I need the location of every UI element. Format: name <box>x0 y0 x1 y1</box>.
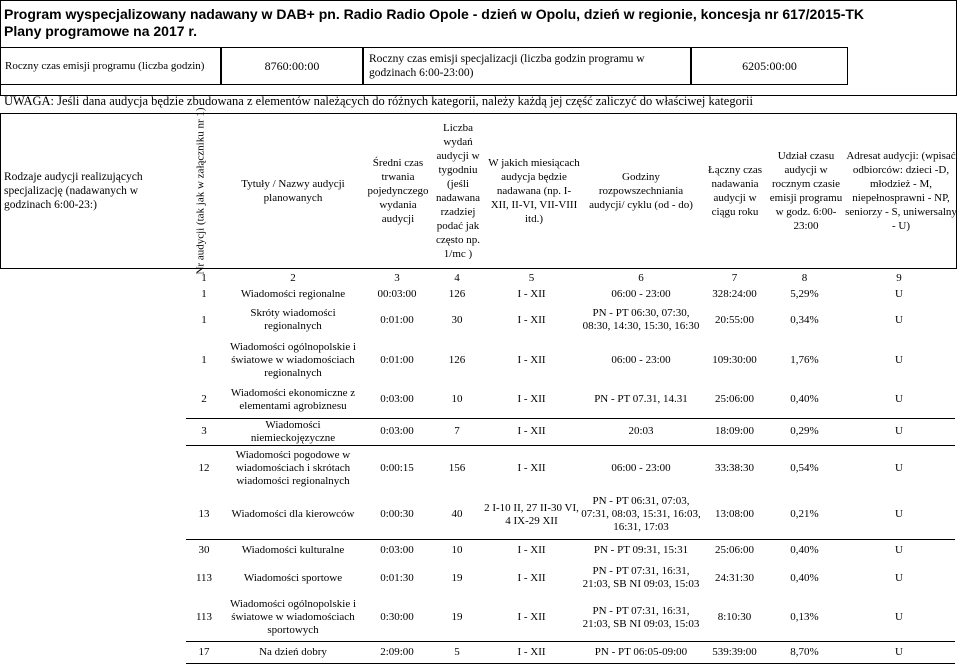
cell-nr: 2 <box>186 382 222 418</box>
page-title <box>4 6 864 40</box>
cell-nr: 12 <box>198 461 210 474</box>
cell-hours: 06:00 - 23:00 <box>611 461 671 474</box>
table-row <box>186 491 955 539</box>
col-num: 4 <box>454 271 460 284</box>
cell-target: U <box>843 641 955 663</box>
cell-duration: 2:09:00 <box>364 641 430 663</box>
cell-months: I - XII <box>517 313 546 326</box>
col-head-nr-text: Nr audycji (tak jak w załączniku nr 1) <box>195 107 208 275</box>
spec-time-value: 6205:00:00 <box>691 47 848 85</box>
title-line-2: Plany programowe na 2017 r. <box>4 23 197 39</box>
cell-hours: PN - PT 07.31, 14.31 <box>579 382 703 418</box>
cell-share: 5,29% <box>790 287 819 300</box>
cell-share: 1,76% <box>790 353 819 366</box>
col-num: 1 <box>201 271 207 284</box>
cell-hours: PN - PT 06:05-09:00 <box>579 641 703 663</box>
cell-total: 109:30:00 <box>712 353 757 366</box>
cell-hours: PN - PT 06:31, 07:03, 07:31, 08:03, 15:31, 16:03, 16:31, 17:03 <box>579 491 703 539</box>
cell-title: Skróty wiadomości regionalnych <box>250 307 336 332</box>
cell-total: 13:08:00 <box>703 491 766 539</box>
cell-title: Wiadomości kulturalne <box>241 543 345 556</box>
cell-hours: PN - PT 07:31, 16:31, 21:03, SB NI 09:03, 15:03 <box>582 604 700 630</box>
cell-nr: 1 <box>201 313 207 326</box>
col-head-udzial: Udział czasu audycji w rocznym czasie emisji programu w godz. 6:00-23:00 <box>769 150 843 232</box>
col-head-godziny: Godziny rozpowszechniania audycji/ cyklu (od - do) <box>589 171 693 211</box>
cell-months: I - XII <box>517 543 546 556</box>
cell-count: 10 <box>451 543 463 556</box>
cell-total: 328:24:00 <box>712 287 757 300</box>
col-num: 5 <box>528 271 535 284</box>
cell-target: U <box>895 313 903 326</box>
cell-count: 5 <box>430 641 484 663</box>
cell-count: 10 <box>430 382 484 418</box>
cell-target: U <box>895 543 903 556</box>
cell-duration: 0:03:00 <box>380 543 414 556</box>
col-num: 7 <box>731 271 738 284</box>
cell-total: 20:55:00 <box>714 313 755 326</box>
cell-months: I - XII <box>517 461 546 474</box>
cell-hours: PN - PT 09:31, 15:31 <box>593 543 689 556</box>
cell-duration: 0:00:15 <box>380 461 414 474</box>
title-line-1: Program wyspecjalizowany nadawany w DAB+ pn. Radio Radio Opole - dzień w Opolu, dzień w regionie, koncesja nr 617/2015-TK <box>4 6 865 22</box>
col-head-rodzaje: Rodzaje audycji realizujących specjalizację (nadawanych w godzinach 6:00-23:) <box>4 171 143 211</box>
cell-share: 0,54% <box>790 461 819 474</box>
cell-duration: 0:01:30 <box>380 571 414 584</box>
cell-nr: 1 <box>201 353 207 366</box>
cell-share: 0,13% <box>790 611 819 624</box>
cell-title: Na dzień dobry <box>222 641 364 663</box>
cell-months: I - XII <box>484 382 579 418</box>
cell-duration: 0:30:00 <box>380 611 414 624</box>
cell-nr: 3 <box>186 418 222 445</box>
cell-total: 8:10:30 <box>717 611 752 624</box>
col-head-miesiace: W jakich miesiącach audycja będzie nadawana (np. I-XII, II-VI, VII-VIII itd.) <box>488 157 580 225</box>
table-row <box>186 595 955 641</box>
cell-hours: 06:00 - 23:00 <box>611 287 671 300</box>
cell-hours: 20:03 <box>579 418 703 445</box>
cell-share: 0,29% <box>766 418 843 445</box>
cell-title: Wiadomości dla kierowców <box>222 491 364 539</box>
cell-duration: 0:01:00 <box>380 313 414 326</box>
cell-title: Wiadomości niemieckojęzyczne <box>222 418 364 445</box>
col-head-tytuly: Tytuły / Nazwy audycji planowanych <box>241 178 345 204</box>
cell-title: Wiadomości regionalne <box>240 287 346 300</box>
cell-target: U <box>895 571 903 584</box>
cell-hours: PN - PT 06:30, 07:30, 08:30, 14:30, 15:30, 16:30 <box>582 307 700 332</box>
cell-count: 19 <box>451 571 463 584</box>
cell-title: Wiadomości ogólnopolskie i światowe w wiadomościach regionalnych <box>229 340 357 379</box>
col-head-nr <box>186 107 216 275</box>
cell-target: U <box>895 461 903 474</box>
cell-count: 7 <box>430 418 484 445</box>
cell-months: I - XII <box>517 571 546 584</box>
cell-title: Wiadomości ogólnopolskie i światowe w wiadomościach sportowych <box>229 598 357 637</box>
cell-target: U <box>843 491 955 539</box>
cell-total: 25:06:00 <box>703 382 766 418</box>
warning-note: UWAGA: Jeśli dana audycja będzie zbudowana z elementów należących do różnych kategorii, należy każdą jej część zaliczyć do właściwej kategorii <box>4 94 753 108</box>
cell-duration: 0:01:00 <box>380 353 414 366</box>
cell-share: 0,40% <box>766 382 843 418</box>
col-head-laczny: Łączny czas nadawania audycji w ciągu roku <box>707 164 763 218</box>
cell-months: I - XII <box>484 418 579 445</box>
col-num: 2 <box>290 271 296 284</box>
cell-count: 30 <box>451 313 463 326</box>
cell-share: 8,70% <box>766 641 843 663</box>
cell-months: I - XII <box>517 287 546 300</box>
cell-hours: 06:00 - 23:00 <box>611 353 671 366</box>
cell-total: 25:06:00 <box>714 543 755 556</box>
cell-months: I - XII <box>517 611 546 624</box>
cell-share: 0,40% <box>790 543 819 556</box>
cell-count: 40 <box>430 491 484 539</box>
cell-total: 33:38:30 <box>714 461 755 474</box>
cell-target: U <box>895 353 903 366</box>
cell-duration: 0:03:00 <box>364 382 430 418</box>
cell-nr: 30 <box>198 543 210 556</box>
col-num: 6 <box>638 271 644 284</box>
table-row <box>186 338 955 382</box>
cell-nr: 17 <box>186 641 222 663</box>
table-row <box>186 561 955 595</box>
annual-time-value: 8760:00:00 <box>221 47 363 85</box>
table-row <box>186 445 955 491</box>
col-head-liczba: Liczba wydań audycji w tygodniu (jeśli nadawana rzadziej podać jak często np. 1/mc ) <box>436 122 480 260</box>
table-row <box>186 418 955 445</box>
spec-time-label: Roczny czas emisji specjalizacji (liczba godzin programu w godzinach 6:00-23:00) <box>363 47 691 85</box>
cell-total: 24:31:30 <box>714 571 755 584</box>
table-row <box>186 302 955 338</box>
cell-duration: 0:03:00 <box>364 418 430 445</box>
cell-duration: 00:03:00 <box>377 287 417 300</box>
table-row <box>186 286 955 302</box>
cell-total: 18:09:00 <box>703 418 766 445</box>
col-num: 3 <box>394 271 400 284</box>
cell-target: U <box>843 418 955 445</box>
cell-count: 156 <box>448 461 466 474</box>
programs-table <box>186 270 955 664</box>
cell-target: U <box>895 611 903 624</box>
cell-months: I - XII <box>517 353 546 366</box>
cell-share: 0,34% <box>790 313 819 326</box>
cell-count: 19 <box>451 611 463 624</box>
col-num: 9 <box>896 271 902 284</box>
table-row <box>186 382 955 418</box>
cell-target: U <box>895 287 903 300</box>
cell-months: I - XII <box>484 641 579 663</box>
cell-share: 0,40% <box>790 571 819 584</box>
cell-duration: 0:00:30 <box>364 491 430 539</box>
column-numbers-row <box>186 270 955 286</box>
table-row <box>186 539 955 561</box>
cell-nr: 13 <box>186 491 222 539</box>
cell-hours: PN - PT 07:31, 16:31, 21:03, SB NI 09:03, 15:03 <box>582 565 700 590</box>
col-head-sredni: Średni czas trwania pojedynczego wydania audycji <box>367 157 429 225</box>
cell-target: U <box>843 382 955 418</box>
col-head-adresat: Adresat audycji: (wpisać odbiorców: dzieci -D, młodzież - M, niepełnosprawni - NP, seniorzy - S, uniwersalny - U) <box>845 150 957 232</box>
cell-title: Wiadomości pogodowe w wiadomościach i skrótach wiadomości regionalnych <box>235 448 351 487</box>
table-row <box>186 641 955 663</box>
cell-nr: 113 <box>195 571 213 584</box>
cell-total: 539:39:00 <box>703 641 766 663</box>
cell-nr: 1 <box>201 287 207 300</box>
cell-count: 126 <box>448 287 466 300</box>
cell-count: 126 <box>448 353 466 366</box>
cell-share: 0,21% <box>766 491 843 539</box>
annual-time-label: Roczny czas emisji programu (liczba godzin) <box>0 47 221 85</box>
cell-months: 2 I-10 II, 27 II-30 VI, 4 IX-29 XII <box>484 491 579 539</box>
cell-title: Wiadomości ekonomiczne z elementami agrobiznesu <box>222 382 364 418</box>
col-num: 8 <box>801 271 808 284</box>
cell-nr: 113 <box>195 611 213 624</box>
cell-title: Wiadomości sportowe <box>243 571 343 584</box>
